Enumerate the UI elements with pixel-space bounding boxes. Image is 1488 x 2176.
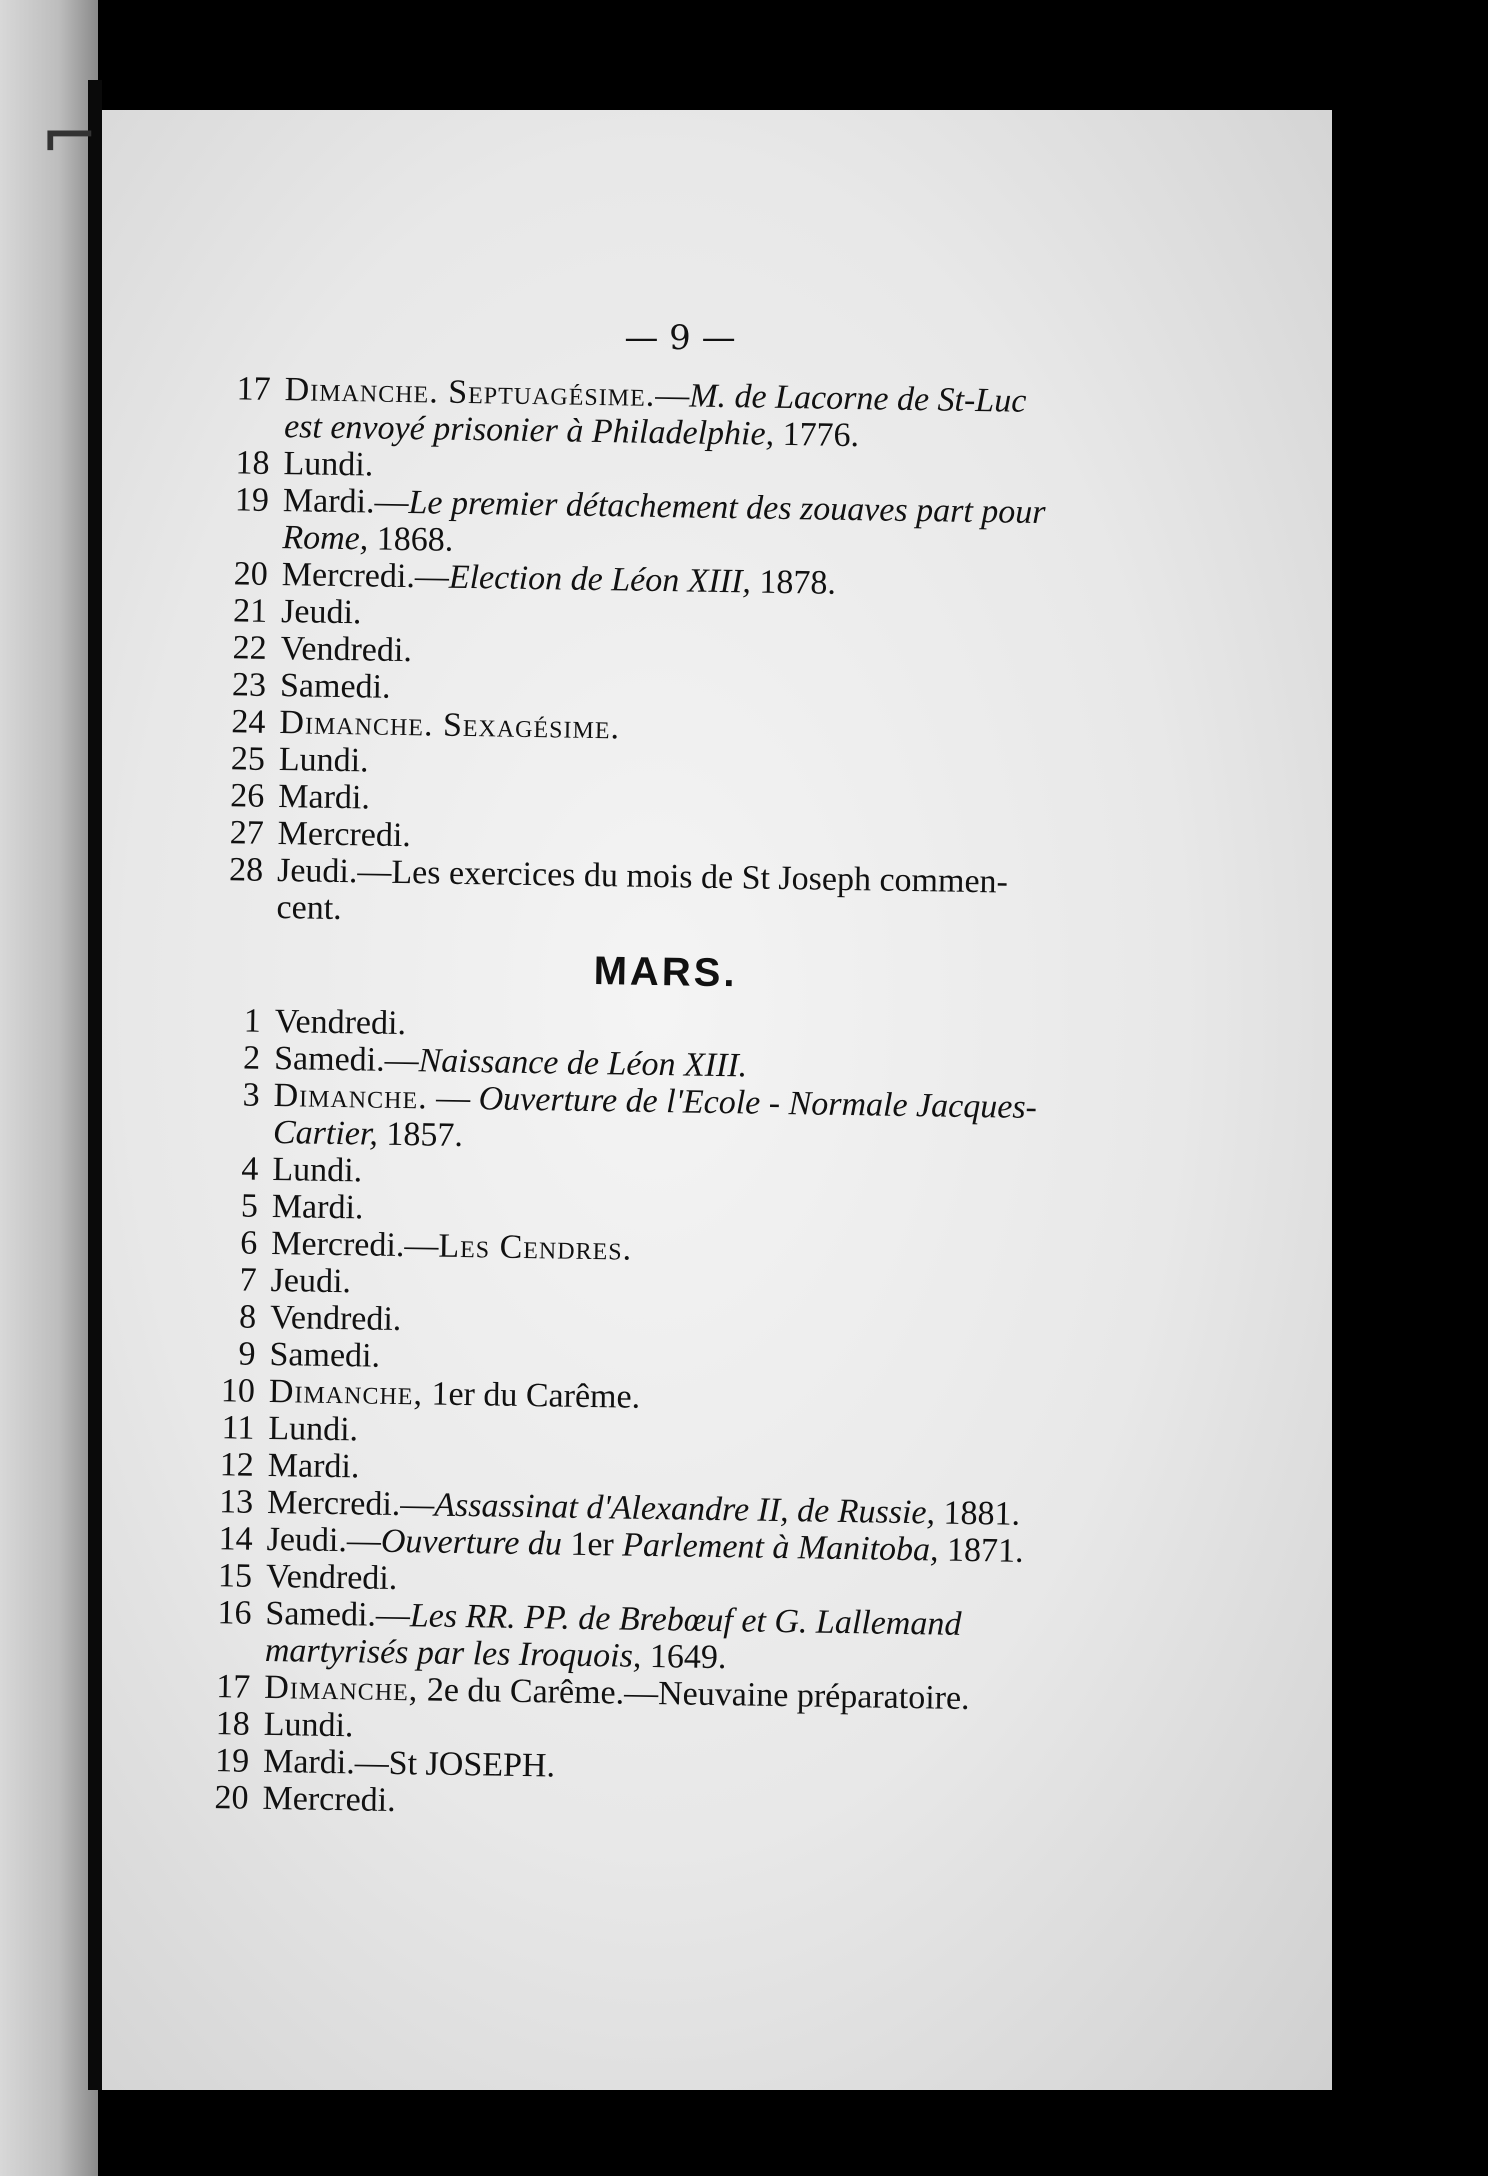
text-run: Mercredi.—: [281, 556, 450, 596]
day-number: 17: [236, 370, 271, 408]
day-number: 10: [220, 1372, 256, 1410]
calendar-text: [192, 370, 1135, 1830]
day-number: 28: [228, 851, 264, 889]
text-run: Mardi.—: [282, 482, 409, 522]
text-run: Lundi.: [272, 1151, 363, 1190]
day-number: 2: [242, 1039, 261, 1077]
day-number: 13: [218, 1483, 254, 1521]
text-run: Ouverture de l'Ecole - Normale Jacques-: [478, 1080, 1038, 1126]
text-run: 1881.: [934, 1494, 1021, 1533]
text-run: Lundi.: [268, 1409, 359, 1449]
day-number: 18: [235, 444, 270, 482]
day-number: 6: [239, 1224, 258, 1262]
day-number: 14: [218, 1520, 253, 1558]
day-number: 16: [217, 1594, 252, 1632]
day-number: 1: [243, 1002, 262, 1040]
text-run: Ouverture du: [380, 1522, 563, 1563]
text-run: Jeudi.: [270, 1261, 352, 1301]
day-number: 3: [242, 1076, 260, 1114]
text-run: 1649.: [641, 1637, 727, 1677]
march-entries: [192, 1002, 1125, 1830]
text-run: 2e du Carême.—Neuvaine préparatoire.: [418, 1671, 970, 1718]
day-number: 19: [214, 1742, 250, 1780]
text-run: Mercredi.—: [270, 1224, 439, 1265]
day-number: 25: [230, 740, 266, 778]
text-run: 1871.: [938, 1531, 1024, 1570]
pencil-mark: ⌐: [40, 95, 99, 177]
day-number: 24: [231, 703, 266, 741]
text-run: Dimanche.: [273, 1077, 428, 1117]
text-run: Mercredi.: [277, 815, 412, 855]
day-number: 18: [215, 1705, 251, 1743]
day-number: 8: [238, 1298, 257, 1336]
text-run: Jeudi.—: [266, 1520, 382, 1560]
month-heading-mars: MARS.: [593, 949, 738, 996]
day-number: 26: [230, 777, 265, 815]
text-run: 1er du Carême.: [422, 1375, 641, 1416]
text-run: Les RR. PP. de Brebœuf et G. Lallemand: [409, 1597, 962, 1643]
text-run: Election de Léon XIII,: [448, 558, 752, 601]
text-run: Jeudi.: [280, 593, 362, 632]
text-run: martyrisés par les Iroquois,: [264, 1631, 642, 1675]
day-number: 19: [234, 481, 270, 519]
text-run: 1857.: [377, 1115, 464, 1154]
day-number: 9: [238, 1335, 256, 1373]
day-number: 7: [239, 1261, 257, 1299]
text-run: Assassinat d'Alexandre II, de Russie,: [434, 1486, 936, 1532]
text-run: cent.: [276, 889, 342, 928]
text-run: 1868.: [367, 520, 454, 559]
text-run: —: [654, 376, 690, 415]
text-run: Vendredi.: [265, 1557, 398, 1598]
text-run: Jeudi.—Les exercices du mois de St Joseph commen-: [276, 852, 1009, 901]
day-number: 20: [214, 1779, 249, 1817]
text-run: Vendredi.: [269, 1298, 402, 1339]
text-run: Samedi.: [269, 1335, 381, 1375]
text-run: Samedi.: [279, 667, 391, 706]
text-run: Mardi.—St JOSEPH.: [262, 1742, 556, 1785]
day-number: 27: [229, 814, 265, 852]
text-run: Lundi.: [263, 1705, 354, 1745]
day-number: 21: [232, 592, 268, 630]
text-run: Dimanche,: [268, 1372, 424, 1413]
text-run: 1er: [561, 1525, 623, 1564]
day-number: 11: [221, 1409, 255, 1447]
page-number: — 9 —: [624, 318, 736, 358]
day-number: 5: [240, 1187, 259, 1225]
text-run: Naissance de Léon XIII.: [418, 1042, 748, 1085]
text-run: Lundi.: [278, 741, 369, 780]
february-entries: [206, 370, 1135, 939]
text-run: Samedi.—: [265, 1594, 411, 1635]
day-number: 15: [217, 1557, 253, 1595]
day-number: 22: [232, 629, 267, 667]
text-run: Samedi.—: [273, 1040, 419, 1080]
facing-page-edge: [0, 0, 98, 2176]
text-run: Mardi.: [267, 1446, 360, 1486]
text-run: Rome,: [282, 519, 369, 558]
day-number: 12: [219, 1446, 255, 1484]
text-run: Dimanche. Septuagésime.: [284, 371, 656, 414]
text-run: Dimanche,: [264, 1668, 419, 1709]
text-run: Mercredi.: [262, 1779, 396, 1820]
text-run: Mardi.: [278, 778, 371, 817]
text-run: M. de Lacorne de St-Luc: [688, 377, 1027, 420]
text-run: Les Cendres.: [438, 1227, 633, 1268]
text-run: 1776.: [773, 415, 860, 455]
text-run: Vendredi.: [274, 1003, 407, 1043]
text-run: Le premier détachement des zouaves part pour: [408, 484, 1046, 532]
text-run: Vendredi.: [280, 630, 413, 670]
day-number: 23: [231, 666, 267, 704]
text-run: Mardi.: [271, 1187, 364, 1227]
text-run: Mercredi.—: [266, 1483, 435, 1524]
text-run: Cartier,: [272, 1114, 379, 1153]
day-number: 17: [216, 1668, 251, 1706]
text-run: Parlement à Manitoba,: [621, 1526, 939, 1569]
text-run: est envoyé prisonier à Philadelphie,: [283, 408, 775, 453]
text-run: Lundi.: [283, 445, 374, 484]
day-number: 20: [233, 555, 269, 593]
text-run: 1878.: [750, 563, 837, 602]
text-run: Dimanche. Sexagésime.: [279, 704, 621, 747]
text-run: —: [427, 1079, 479, 1118]
book-spine-shadow: [88, 80, 102, 2090]
day-number: 4: [241, 1150, 259, 1188]
